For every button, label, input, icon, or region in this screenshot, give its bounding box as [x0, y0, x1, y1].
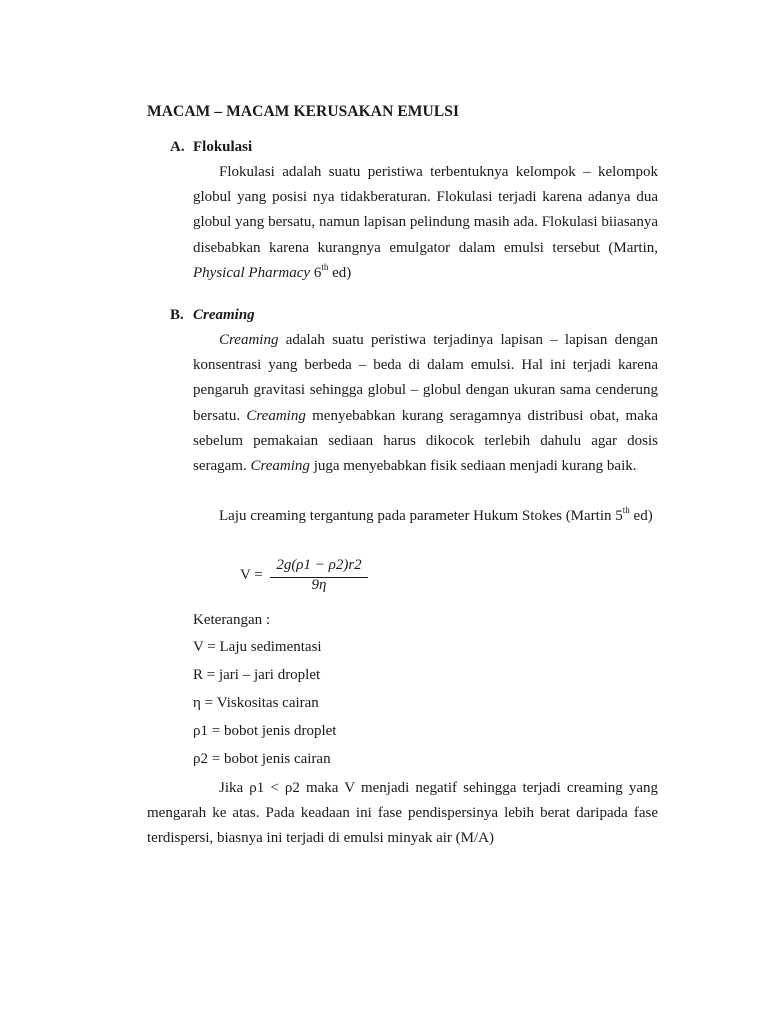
para1-part-a: adalah suatu peristiwa terjadinya lapisan – lapisan dengan konsentrasi yang berbeda – beda di dalam emulsi. Hal ini terjadi karena pengaruh gravitasi sehingga globul – globul dengan ukuran sama cenderung bersatu.: [193, 332, 658, 424]
section-a-heading: [170, 139, 252, 156]
closing-paragraph: Jika ρ1 < ρ2 maka V menjadi negatif sehingga terjadi creaming yang mengarah ke atas. Pada keadaan ini fase pendispersinya lebih berat daripada fase terdispersi, biasnya ini terjadi di emulsi minyak air (M/A): [147, 780, 658, 847]
section-b-paragraph-2: [193, 504, 658, 529]
citation-end: ed): [332, 264, 352, 281]
para2-text: Laju creaming tergantung pada parameter Hukum Stokes (Martin 5: [219, 508, 623, 524]
formula-lhs: V =: [240, 567, 263, 583]
legend-item: η = Viskositas cairan: [193, 695, 319, 711]
term-creaming: Creaming: [219, 332, 279, 348]
section-b-paragraph-1: [193, 328, 658, 479]
legend-item: V = Laju sedimentasi: [193, 639, 322, 655]
legend-item: R = jari – jari droplet: [193, 667, 321, 683]
formula-denominator: 9η: [311, 577, 327, 593]
formula-numerator: 2g(ρ1 − ρ2)r2: [276, 557, 362, 573]
para1-part-b: menyebabkan kurang seragamnya distribusi obat, maka sebelum pemakaian sediaan harus dikocok terlebih dahulu agar dosis seragam.: [193, 407, 659, 475]
section-a-letter: A.: [170, 139, 185, 155]
section-a-text: Flokulasi adalah suatu peristiwa terbentuknya kelompok – kelompok globul yang posisi nya tidakberaturan. Flokulasi terjadi karena adanya dua globul yang bersatu, namun lapisan pelindung masih ada. Flokulasi biiasanya disebabkan karena kurangnya emulgator dalam emulsi tersebut (Martin,: [193, 164, 658, 256]
section-b-letter: B.: [170, 307, 184, 323]
term-creaming-3: Creaming: [250, 458, 310, 475]
section-a-paragraph: [193, 160, 658, 286]
para1-part-c: juga menyebabkan fisik sediaan menjadi kurang baik.: [313, 458, 637, 475]
citation-title: Physical Pharmacy: [193, 264, 311, 281]
section-a-title: Flokulasi: [193, 139, 253, 155]
legend-item: ρ2 = bobot jenis cairan: [193, 751, 331, 767]
document-title: MACAM – MACAM KERUSAKAN EMULSI: [147, 103, 460, 120]
stokes-formula: [240, 557, 380, 597]
section-b-title: Creaming: [193, 307, 255, 323]
keterangan-label: Keterangan :: [193, 612, 271, 628]
para2-end: ed): [633, 508, 653, 524]
citation-sup: th: [321, 261, 329, 272]
legend-item: ρ1 = bobot jenis droplet: [193, 723, 337, 739]
para2-sup: th: [622, 505, 630, 515]
term-creaming-2: Creaming: [246, 407, 306, 424]
citation-edition: 6: [313, 264, 322, 281]
section-b-heading: [170, 307, 255, 324]
